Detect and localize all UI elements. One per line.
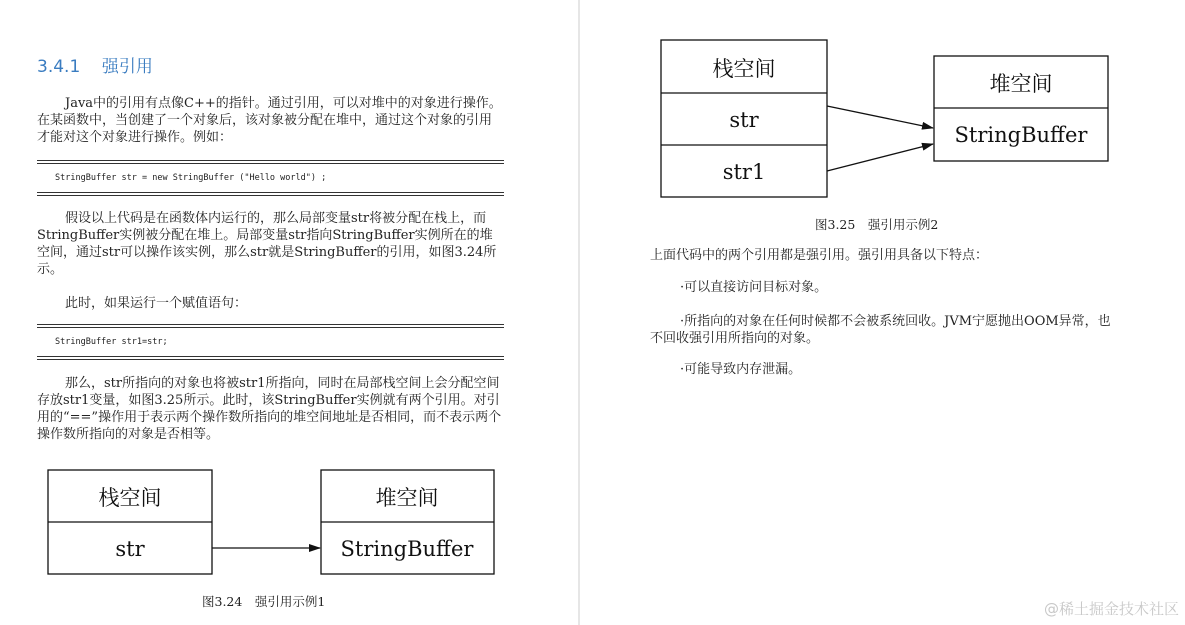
reference-arrow-str1	[827, 144, 933, 171]
paragraph-intro: Java中的引用有点像C++的指针。通过引用，可以对堆中的对象进行操作。在某函数中，当创建了一个对象后，该对象被分配在堆中，通过这个对象的引用才能对这个对象进行操作。例如：	[37, 96, 502, 145]
figure-caption-3-24: 图3.24 强引用示例1	[202, 594, 326, 609]
bullet-memory-leak: ·可能导致内存泄漏。	[680, 362, 802, 377]
right-page	[580, 0, 1185, 625]
stack-label: 栈空间	[712, 57, 776, 81]
paragraph-explanation: 假设以上代码是在函数体内运行的，那么局部变量str将被分配在栈上，而StringBuffer实例被分配在堆上。局部变量str指向StringBuffer实例所在的堆空间，通过str可以操作该实例，那么str就是StringBuffer的引用，如图3.24所示。	[37, 211, 497, 277]
paragraph-features-intro: 上面代码中的两个引用都是强引用。强引用具备以下特点：	[650, 248, 989, 263]
var-str-label: str	[115, 537, 145, 561]
var-str-label: str	[729, 108, 759, 132]
var-str1-label: str1	[722, 160, 766, 184]
section-number: 3.4.1	[37, 57, 81, 77]
code-line-2: StringBuffer str1=str;	[55, 337, 168, 347]
paragraph-reference-equality: 那么，str所指向的对象也将被str1所指向，同时在局部栈空间上会分配空间存放str1变量，如图3.25所示。此时，该StringBuffer实例就有两个引用。对引用的“==”操作用于表示两个操作数所指向的堆空间地址是否相同，而不表示两个操作数所指向的对象是否相等。	[37, 376, 502, 442]
site-watermark: @稀土掘金技术社区	[1043, 600, 1179, 618]
bullet-never-collected: ·所指向的对象在任何时候都不会被系统回收。JVM宁愿抛出OOM异常，也不回收强引用所指向的对象。	[650, 314, 1111, 346]
figure-3-24-diagram	[0, 0, 578, 625]
heap-label: 堆空间	[375, 486, 439, 510]
object-label: StringBuffer	[340, 537, 474, 561]
paragraph-assignment: 此时，如果运行一个赋值语句：	[65, 296, 248, 311]
code-line-1: StringBuffer str = new StringBuffer ("Hello world") ;	[55, 173, 327, 183]
stack-label: 栈空间	[98, 486, 162, 510]
bullet-direct-access: ·可以直接访问目标对象。	[680, 280, 828, 295]
object-label: StringBuffer	[954, 123, 1088, 147]
heap-label: 堆空间	[989, 72, 1053, 96]
figure-caption-3-25: 图3.25 强引用示例2	[815, 217, 939, 232]
reference-arrow-str	[827, 106, 933, 128]
left-page	[0, 0, 578, 625]
section-title: 强引用	[101, 57, 153, 77]
